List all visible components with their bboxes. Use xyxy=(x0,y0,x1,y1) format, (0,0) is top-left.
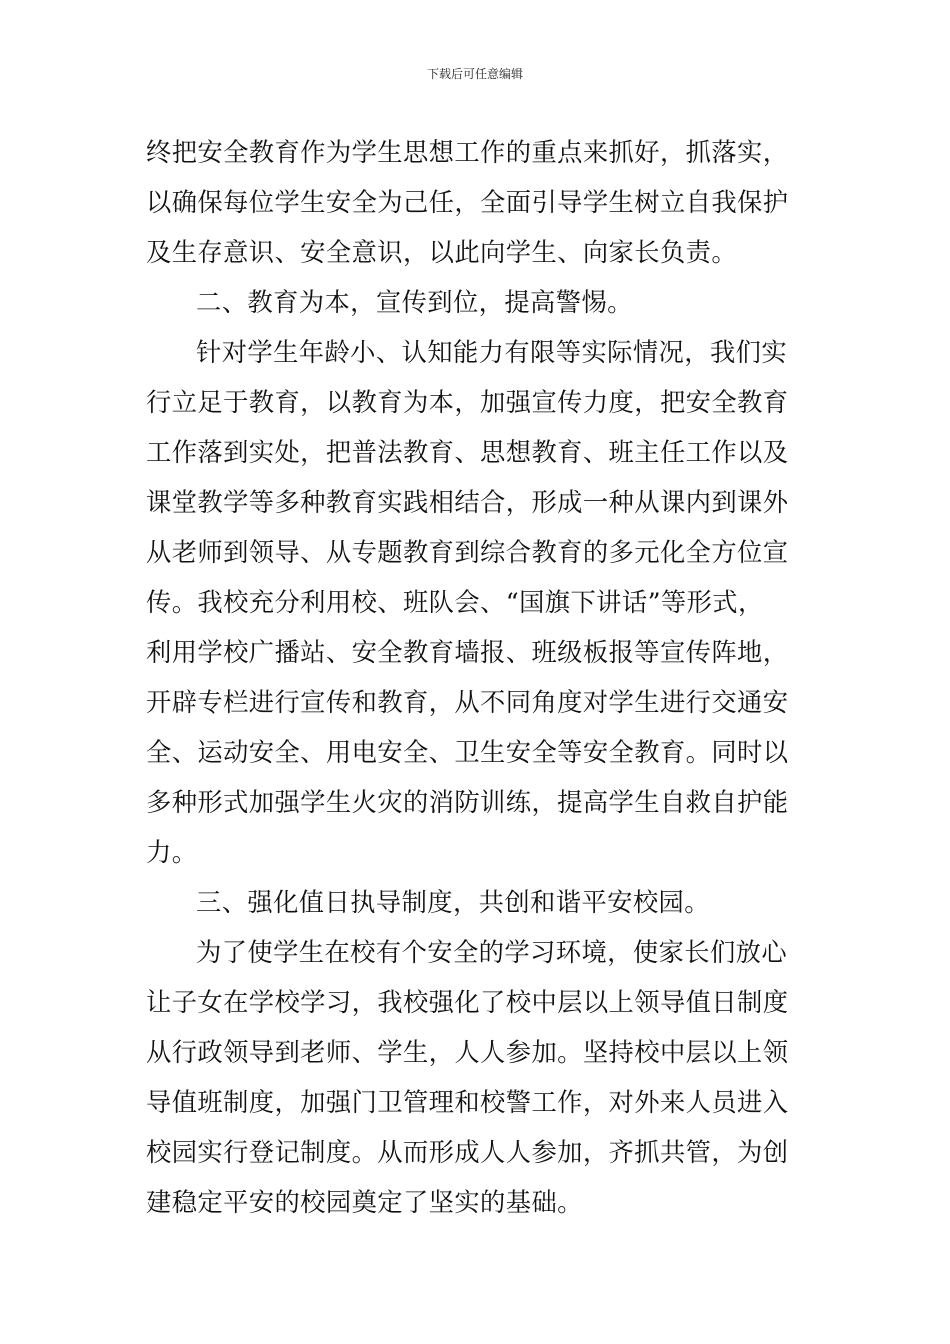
document-body xyxy=(146,128,806,1228)
text-line: 课堂教学等多种教育实践相结合，形成一种从课内到课外 xyxy=(146,488,789,517)
text-line: 力。 xyxy=(146,838,198,867)
text-line: 从行政领导到老师、学生，人人参加。坚持校中层以上领 xyxy=(146,1038,789,1067)
text-line: 校园实行登记制度。从而形成人人参加，齐抓共管，为创 xyxy=(146,1138,789,1167)
text-line: 从老师到领导、从专题教育到综合教育的多元化全方位宣 xyxy=(146,538,789,567)
text-line: 行立足于教育，以教育为本，加强宣传力度，把安全教育 xyxy=(146,388,789,417)
text-line: 针对学生年龄小、认知能力有限等实际情况，我们实 xyxy=(196,338,788,367)
text-line: 让子女在学校学习，我校强化了校中层以上领导值日制度 xyxy=(146,988,789,1017)
text-line: 传。我校充分利用校、班队会、“国旗下讲话”等形式， xyxy=(146,588,764,617)
section-heading: 三、强化值日执导制度，共创和谐平安校园。 xyxy=(196,888,710,917)
text-line: 及生存意识、安全意识，以此向学生、向家长负责。 xyxy=(146,238,738,267)
section-heading: 二、教育为本，宣传到位，提高警惕。 xyxy=(196,288,633,317)
text-line: 工作落到实处，把普法教育、思想教育、班主任工作以及 xyxy=(146,438,789,467)
text-line: 开辟专栏进行宣传和教育，从不同角度对学生进行交通安 xyxy=(146,688,789,717)
text-line: 多种形式加强学生火灾的消防训练，提高学生自救自护能 xyxy=(146,788,789,817)
text-line: 导值班制度，加强门卫管理和校警工作，对外来人员进入 xyxy=(146,1088,789,1117)
text-line: 建稳定平安的校园奠定了坚实的基础。 xyxy=(146,1188,583,1217)
text-line: 为了使学生在校有个安全的学习环境，使家长们放心 xyxy=(196,938,788,967)
text-line: 全、运动安全、用电安全、卫生安全等安全教育。同时以 xyxy=(146,738,789,767)
text-line: 以确保每位学生安全为己任，全面引导学生树立自我保护 xyxy=(146,188,789,217)
page-header: 下载后可任意编辑 xyxy=(426,67,523,81)
text-line: 利用学校广播站、安全教育墙报、班级板报等宣传阵地， xyxy=(146,638,789,667)
text-line: 终把安全教育作为学生思想工作的重点来抓好，抓落实， xyxy=(146,138,789,167)
